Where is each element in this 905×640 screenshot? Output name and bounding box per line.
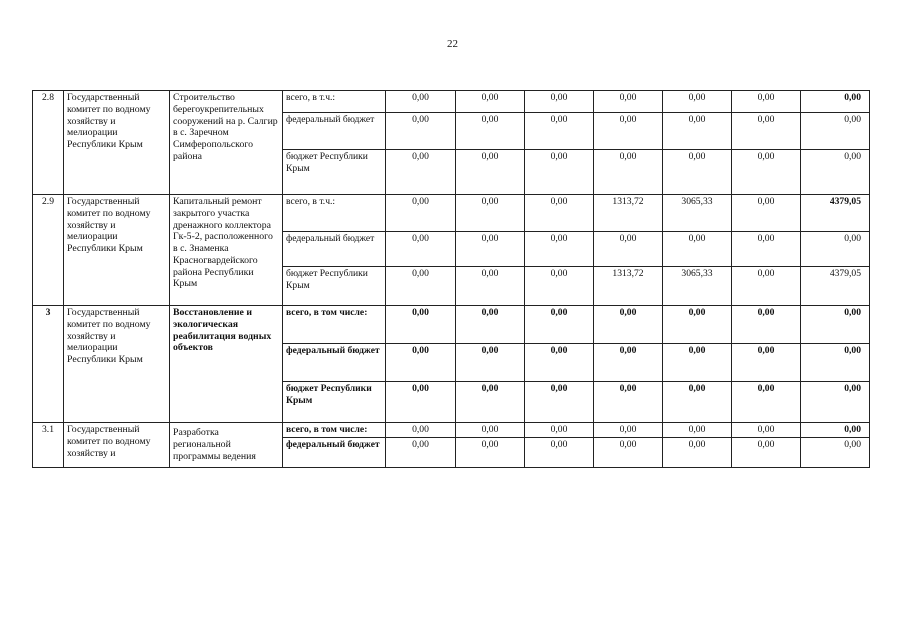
value-cell: 0,00: [386, 195, 456, 232]
row-number: 2.9: [33, 195, 64, 306]
value-cell: 0,00: [732, 150, 801, 195]
value-cell: 0,00: [525, 344, 594, 382]
value-cell: 0,00: [386, 437, 456, 467]
value-cell: 0,00: [456, 344, 525, 382]
executor-cell: Государственный комитет по водному хозяйству и мелиорации Республики Крым: [64, 306, 170, 423]
value-cell: 0,00: [732, 437, 801, 467]
value-cell: 0,00: [456, 113, 525, 150]
total-value-cell: 0,00: [801, 113, 870, 150]
value-cell: 0,00: [525, 437, 594, 467]
value-cell: 0,00: [732, 306, 801, 344]
activity-cell: Разработка региональной программы ведения: [170, 423, 283, 468]
executor-cell: Государственный комитет по водному хозяйству и мелиорации Республики Крым: [64, 195, 170, 306]
value-cell: 0,00: [663, 382, 732, 423]
value-cell: 0,00: [594, 150, 663, 195]
total-value-cell: 0,00: [801, 232, 870, 267]
source-cell: всего, в т.ч.:: [283, 195, 386, 232]
value-cell: 0,00: [386, 267, 456, 306]
value-cell: 0,00: [525, 232, 594, 267]
value-cell: 0,00: [663, 232, 732, 267]
value-cell: 0,00: [594, 423, 663, 438]
source-cell: бюджет Республики Крым: [283, 150, 386, 195]
activity-cell: Строительство берегоукрепительных сооружений на р. Салгир в с. Заречном Симферопольского района: [170, 91, 283, 195]
value-cell: 0,00: [525, 150, 594, 195]
activity-cell: Капитальный ремонт закрытого участка дренажного коллектора Гк-5-2, расположенного в с. Знаменка Красногвардейского района Республики Крым: [170, 195, 283, 306]
value-cell: 0,00: [732, 91, 801, 113]
value-cell: 0,00: [456, 91, 525, 113]
value-cell: 0,00: [663, 344, 732, 382]
value-cell: 0,00: [386, 113, 456, 150]
total-value-cell: 0,00: [801, 382, 870, 423]
total-value-cell: 4379,05: [801, 195, 870, 232]
value-cell: 0,00: [663, 423, 732, 438]
table-row: [33, 423, 870, 438]
row-number: 3.1: [33, 423, 64, 468]
value-cell: 0,00: [456, 382, 525, 423]
table-row: [33, 91, 870, 113]
value-cell: 0,00: [456, 267, 525, 306]
value-cell: 0,00: [386, 382, 456, 423]
total-value-cell: 0,00: [801, 344, 870, 382]
source-cell: федеральный бюджет: [283, 344, 386, 382]
value-cell: 0,00: [732, 232, 801, 267]
value-cell: 0,00: [456, 423, 525, 438]
activity-cell: Восстановление и экологическая реабилитация водных объектов: [170, 306, 283, 423]
table-row: [33, 195, 870, 232]
value-cell: 0,00: [594, 306, 663, 344]
value-cell: 0,00: [594, 382, 663, 423]
source-cell: всего, в том числе:: [283, 306, 386, 344]
value-cell: 1313,72: [594, 195, 663, 232]
total-value-cell: 4379,05: [801, 267, 870, 306]
value-cell: 0,00: [456, 195, 525, 232]
executor-cell: Государственный комитет по водному хозяйству и мелиорации Республики Крым: [64, 91, 170, 195]
value-cell: 0,00: [594, 113, 663, 150]
value-cell: 0,00: [386, 306, 456, 344]
value-cell: 3065,33: [663, 267, 732, 306]
source-cell: бюджет Республики Крым: [283, 382, 386, 423]
value-cell: 0,00: [594, 91, 663, 113]
value-cell: 0,00: [732, 423, 801, 438]
source-cell: бюджет Республики Крым: [283, 267, 386, 306]
value-cell: 0,00: [594, 437, 663, 467]
value-cell: 0,00: [663, 437, 732, 467]
value-cell: 0,00: [525, 91, 594, 113]
total-value-cell: 0,00: [801, 437, 870, 467]
value-cell: 0,00: [525, 267, 594, 306]
source-cell: федеральный бюджет: [283, 232, 386, 267]
value-cell: 0,00: [525, 113, 594, 150]
value-cell: 0,00: [525, 382, 594, 423]
value-cell: 0,00: [386, 423, 456, 438]
value-cell: 0,00: [386, 91, 456, 113]
value-cell: 0,00: [456, 232, 525, 267]
value-cell: 0,00: [663, 113, 732, 150]
total-value-cell: 0,00: [801, 91, 870, 113]
value-cell: 0,00: [732, 344, 801, 382]
value-cell: 0,00: [663, 150, 732, 195]
executor-cell: Государственный комитет по водному хозяйству и: [64, 423, 170, 468]
value-cell: 0,00: [386, 344, 456, 382]
funding-table: [32, 90, 870, 468]
value-cell: 0,00: [594, 232, 663, 267]
value-cell: 0,00: [732, 195, 801, 232]
source-cell: федеральный бюджет: [283, 437, 386, 467]
value-cell: 0,00: [732, 113, 801, 150]
value-cell: 0,00: [456, 437, 525, 467]
value-cell: 0,00: [456, 306, 525, 344]
source-cell: федеральный бюджет: [283, 113, 386, 150]
source-cell: всего, в т.ч.:: [283, 91, 386, 113]
value-cell: 0,00: [525, 195, 594, 232]
value-cell: 0,00: [594, 344, 663, 382]
value-cell: 0,00: [525, 423, 594, 438]
value-cell: 0,00: [386, 150, 456, 195]
value-cell: 1313,72: [594, 267, 663, 306]
total-value-cell: 0,00: [801, 150, 870, 195]
total-value-cell: 0,00: [801, 306, 870, 344]
value-cell: 0,00: [732, 267, 801, 306]
value-cell: 0,00: [732, 382, 801, 423]
page-number: 22: [447, 38, 458, 50]
total-value-cell: 0,00: [801, 423, 870, 438]
value-cell: 0,00: [525, 306, 594, 344]
value-cell: 3065,33: [663, 195, 732, 232]
source-cell: всего, в том числе:: [283, 423, 386, 438]
row-number: 2.8: [33, 91, 64, 195]
value-cell: 0,00: [456, 150, 525, 195]
value-cell: 0,00: [386, 232, 456, 267]
value-cell: 0,00: [663, 91, 732, 113]
row-number: 3: [33, 306, 64, 423]
table-row: [33, 306, 870, 344]
value-cell: 0,00: [663, 306, 732, 344]
